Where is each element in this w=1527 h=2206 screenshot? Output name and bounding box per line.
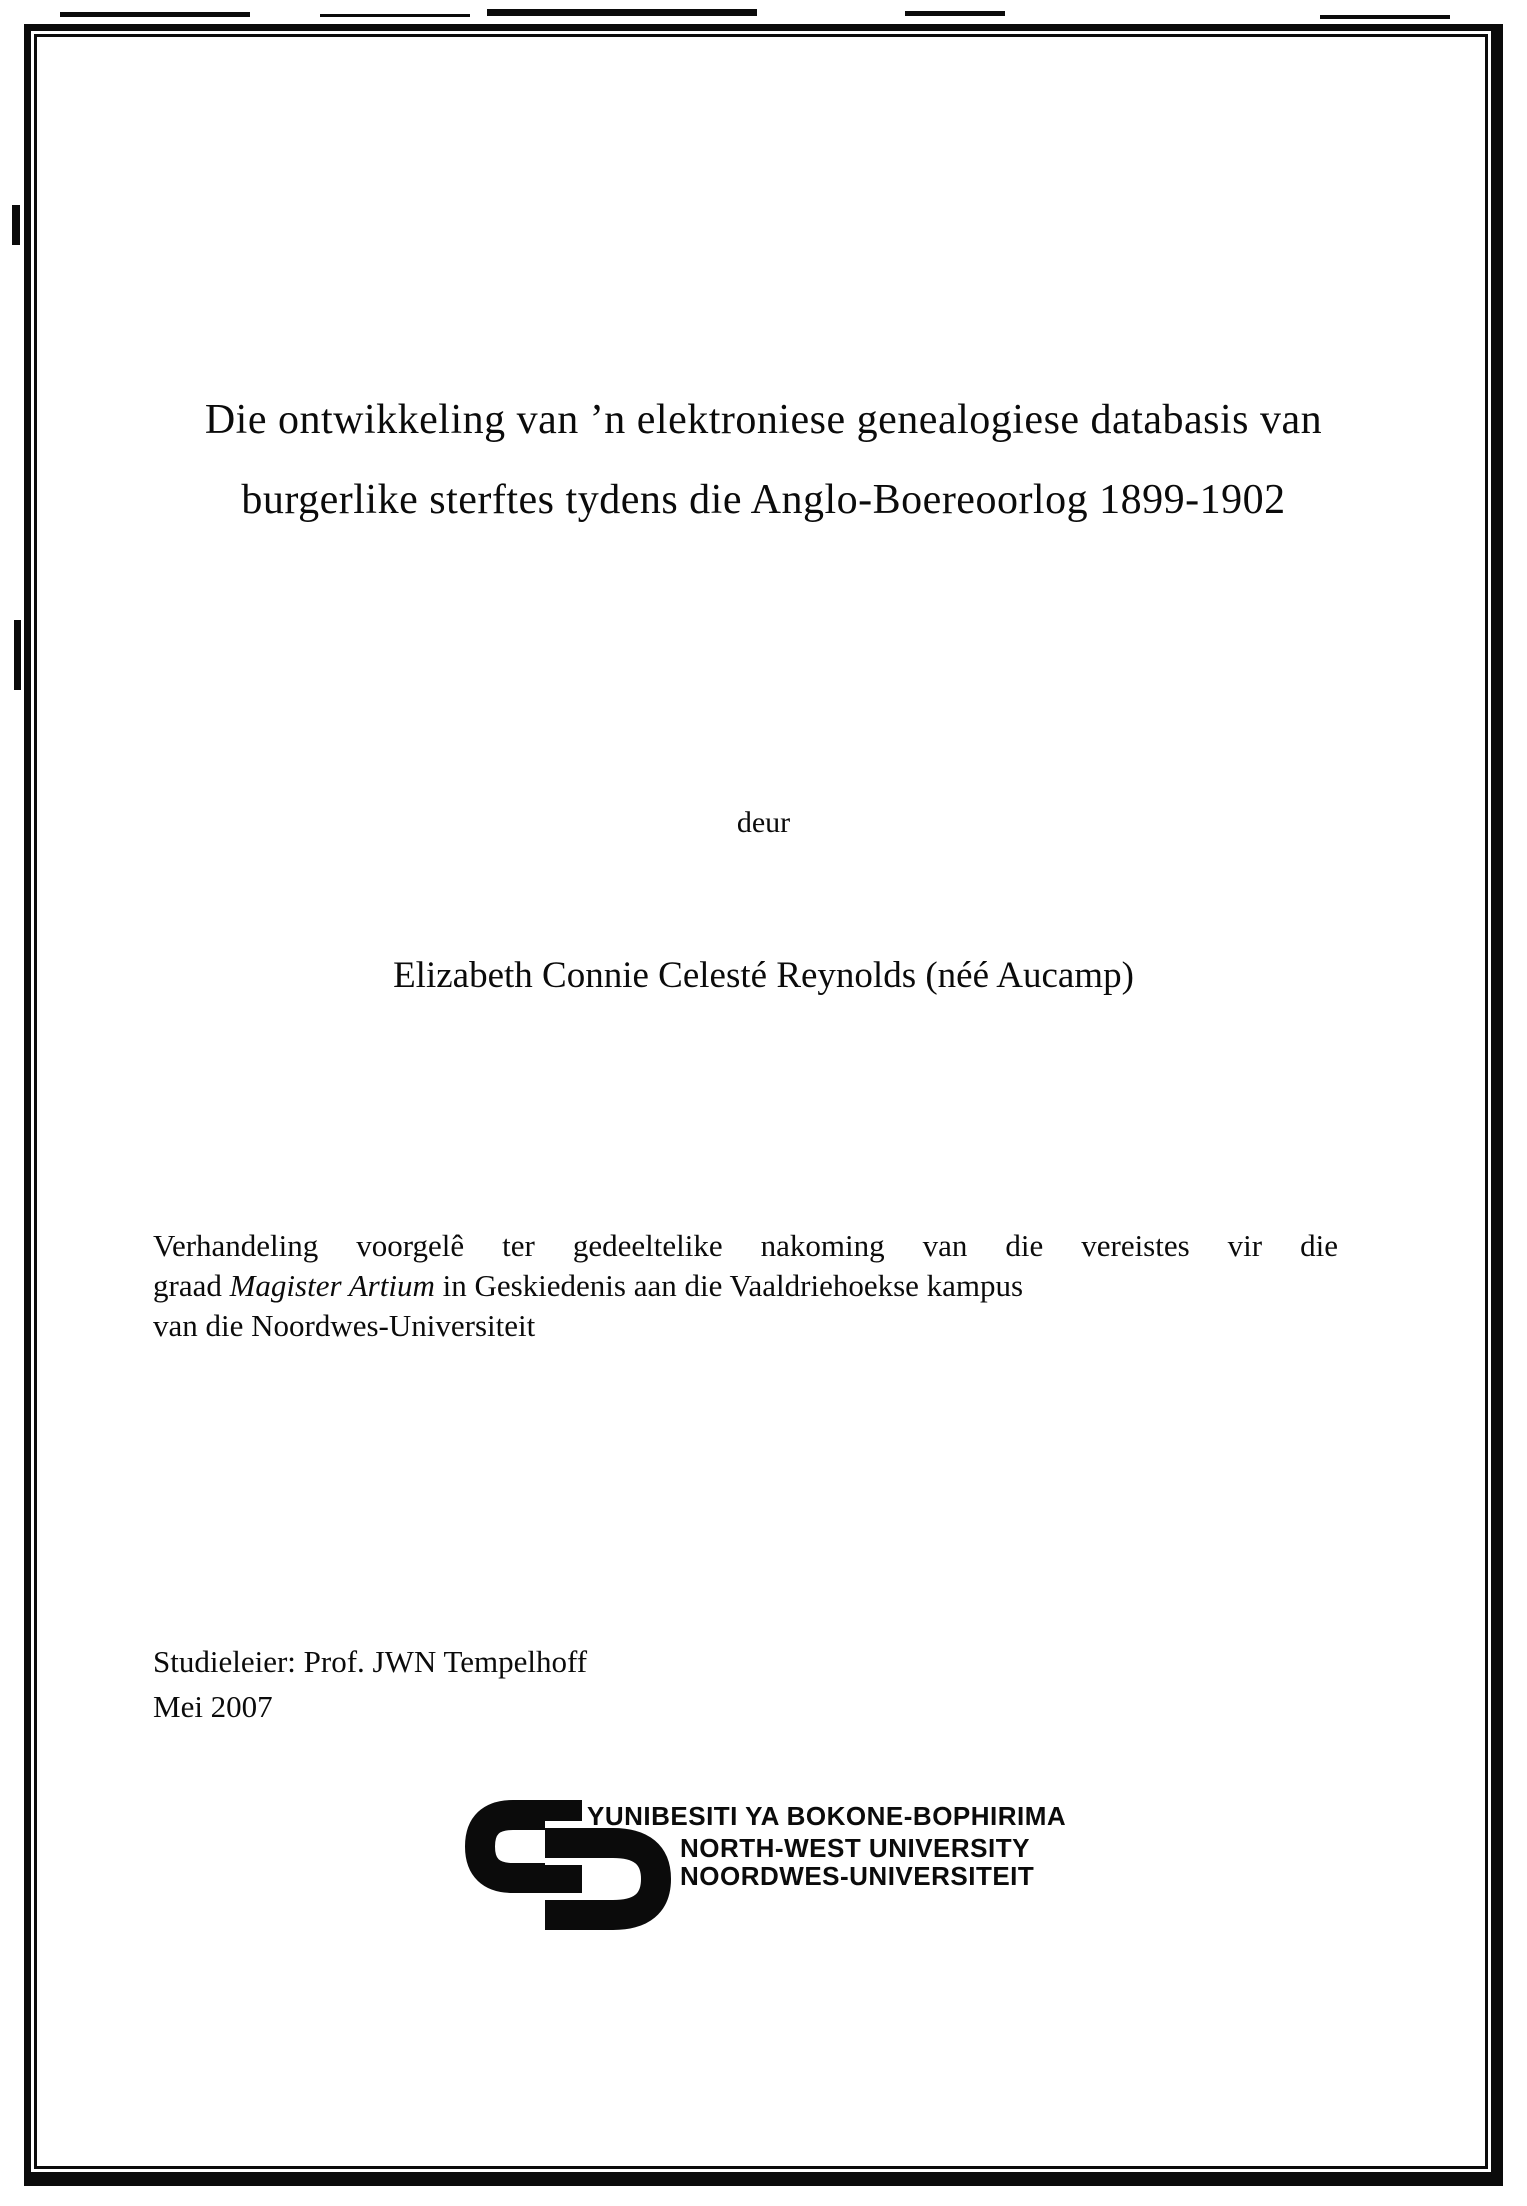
degree-statement	[153, 1226, 1338, 1346]
scan-artifact	[487, 9, 757, 16]
statement-line-2-suffix: in Geskiedenis aan die Vaaldriehoekse kampus	[434, 1268, 1024, 1303]
scan-artifact	[1320, 15, 1450, 19]
title-line-2: burgerlike sterftes tydens die Anglo-Boereoorlog 1899-1902	[241, 477, 1286, 523]
author-name: Elizabeth Connie Celesté Reynolds (néé Aucamp)	[393, 955, 1134, 996]
logo-text-line-2: NORTH-WEST UNIVERSITY	[680, 1833, 1030, 1863]
scan-artifact	[320, 14, 470, 17]
supervisor-block	[153, 1639, 1053, 1729]
date-line: Mei 2007	[153, 1689, 273, 1724]
statement-line-3: van die Noordwes-Universiteit	[153, 1308, 536, 1343]
supervisor-line: Studieleier: Prof. JWN Tempelhoff	[153, 1644, 588, 1679]
scan-artifact	[14, 620, 21, 690]
statement-line-2-prefix: graad	[153, 1268, 230, 1303]
statement-line-1: Verhandeling voorgelê ter gedeeltelike nakoming van die vereistes vir die	[153, 1228, 1338, 1263]
page-title	[100, 380, 1427, 540]
university-logo	[465, 1800, 1085, 1932]
scan-artifact	[60, 12, 250, 17]
scan-artifact	[905, 11, 1005, 16]
scan-artifact	[12, 205, 20, 245]
logo-text-line-1: YUNIBESITI YA BOKONE-BOPHIRIMA	[587, 1801, 1067, 1831]
byline: deur	[736, 806, 791, 839]
degree-name: Magister Artium	[229, 1268, 435, 1303]
title-line-1: Die ontwikkeling van ’n elektroniese genealogiese databasis van	[204, 397, 1323, 443]
logo-text-line-3: NOORDWES-UNIVERSITEIT	[680, 1861, 1035, 1891]
statement-line-2	[153, 1266, 1338, 1306]
